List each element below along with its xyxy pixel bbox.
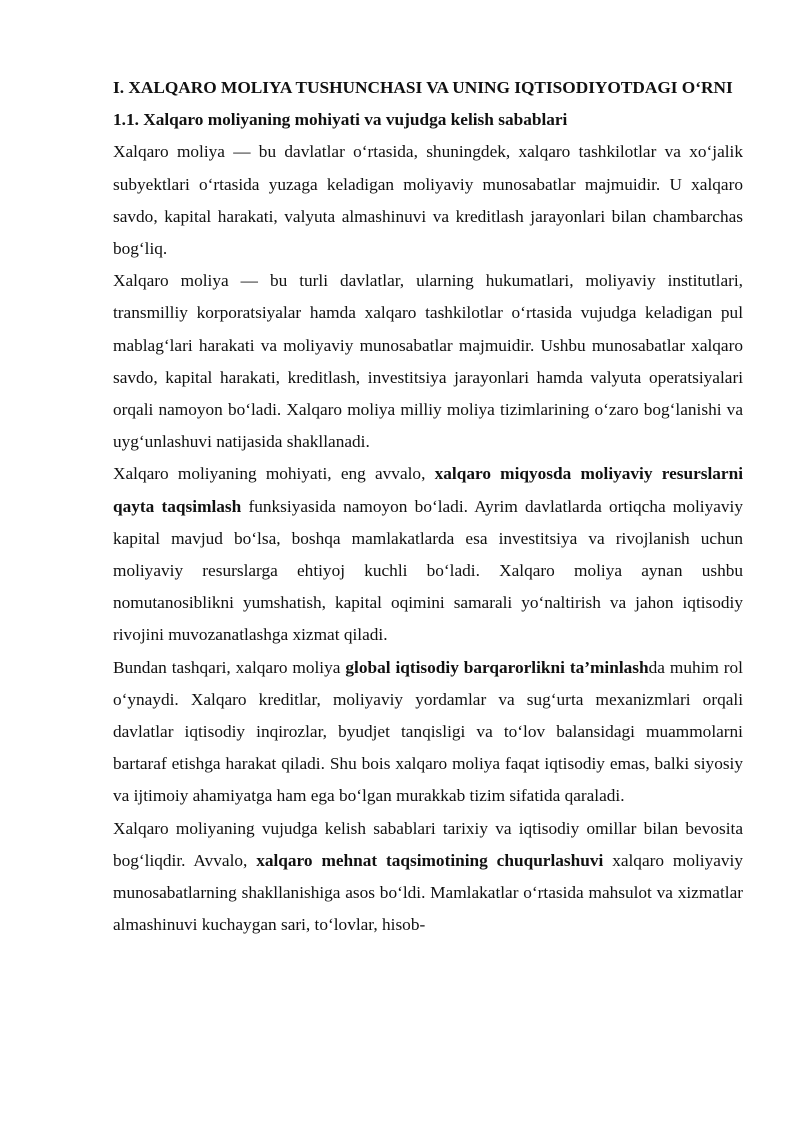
paragraph-5-text-before: Xalqaro moliyaning vujudga kelish sabablari tarixiy va iqtisodiy omillar bilan bevosita bog‘liqdir. Avvalo, [113,818,743,870]
paragraph-1: Xalqaro moliya — bu davlatlar o‘rtasida, shuningdek, xalqaro tashkilotlar va xo‘jalik subyektlari o‘rtasida yuzaga keladigan moliyaviy munosabatlar majmuidir. U xalqaro savdo, kapital harakati, valyuta almashinuvi va kreditlash jarayonlari bilan chambarchas bog‘liq. [113,142,743,259]
paragraph-4-bold-term: global iqtisodiy barqarorlikni ta’minlash [345,657,649,677]
section-title: 1.1. Xalqaro moliyaning mohiyati va vujudga kelish sabablari [113,110,568,130]
paragraph-3-text-after: funksiyasida namoyon bo‘ladi. Ayrim davlatlarda ortiqcha moliyaviy kapital mavjud bo‘lsa, boshqa mamlakatlarda esa investitsiya va rivojlanish uchun moliyaviy resurslarga ehtiyoj kuchli bo‘ladi. Xalqaro moliya aynan ushbu nomutanosiblikni yumshatish, kapital oqimini samarali yo‘naltirish va jahon iqtisodiy rivojini muvozanatlashga xizmat qiladi. [113,496,743,645]
paragraph-3 [113,458,743,651]
paragraph-4-text-before: Bundan tashqari, xalqaro moliya [113,657,346,677]
chapter-title: I. XALQARO MOLIYA TUSHUNCHASI VA UNING IQTISODIYOTDAGI O‘RNI [113,78,733,97]
paragraph-5 [113,813,743,942]
paragraph-3-text-before: Xalqaro moliyaning mohiyati, eng avvalo, [113,464,435,484]
paragraph-4-text-after: da muhim rol o‘ynaydi. Xalqaro kreditlar, moliyaviy yordamlar va sug‘urta mexanizmlari orqali davlatlar iqtisodiy inqirozlar, byudjet tanqisligi va to‘lov balansidagi muammolarni bartaraf etishga harakat qiladi. Shu bois xalqaro moliya faqat iqtisodiy emas, balki siyosiy va ijtimoiy ahamiyatga ham ega bo‘lgan murakkab tizim sifatida qaraladi. [113,657,743,806]
paragraph-4 [113,652,743,813]
paragraph-5-bold-term: xalqaro mehnat taqsimotining chuqurlashuvi [256,850,604,870]
paragraph-5-text-after: xalqaro moliyaviy munosabatlarning shakllanishiga asos bo‘ldi. Mamlakatlar o‘rtasida mahsulot va xizmatlar almashinuvi kuchaygan sari, to‘lovlar, hisob- [113,850,743,935]
document-page [113,72,743,941]
paragraph-3-bold-term: xalqaro miqyosda moliyaviy resurslarni qayta taqsimlash [113,464,743,516]
paragraph-2: Xalqaro moliya — bu turli davlatlar, ularning hukumatlari, moliyaviy institutlari, transmilliy korporatsiyalar hamda xalqaro tashkilotlar o‘rtasida vujudga keladigan pul mablag‘lari harakati va moliyaviy munosabatlar majmuidir. Ushbu munosabatlar xalqaro savdo, kapital harakati, kreditlash, investitsiya jarayonlari hamda valyuta operatsiyalari orqali namoyon bo‘ladi. Xalqaro moliya milliy moliya tizimlarining o‘zaro bog‘lanishi va uyg‘unlashuvi natijasida shakllanadi. [113,271,743,452]
